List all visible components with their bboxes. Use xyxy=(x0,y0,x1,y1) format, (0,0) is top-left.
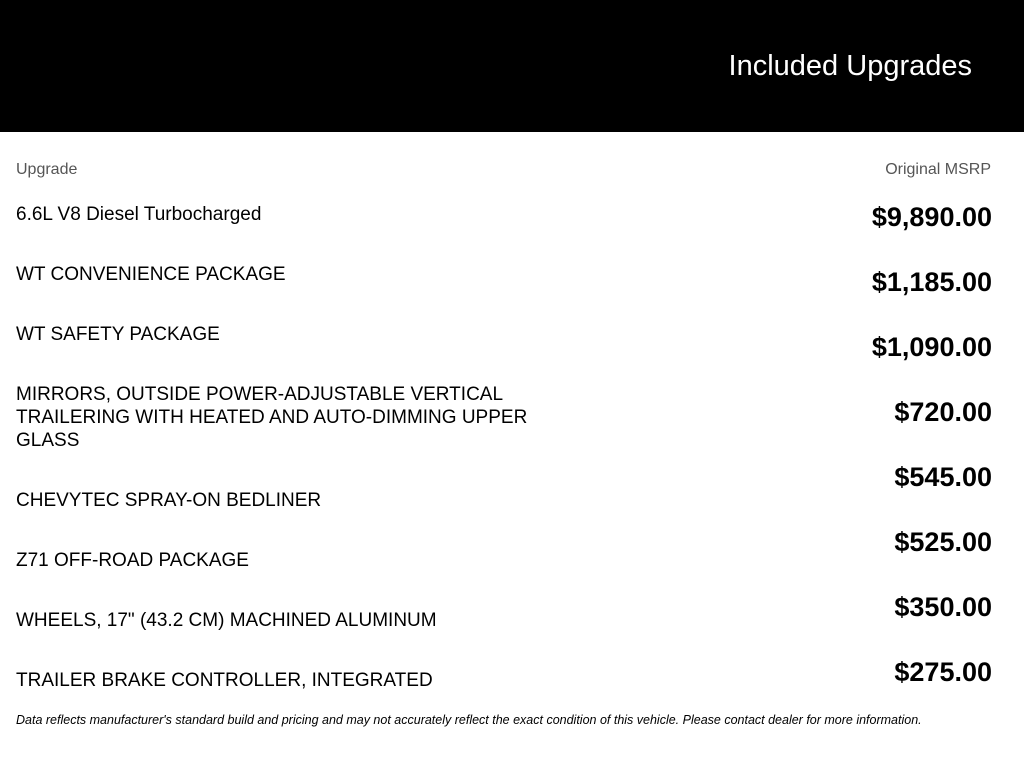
header-banner xyxy=(0,0,1024,132)
upgrade-name: 6.6L V8 Diesel Turbocharged xyxy=(16,204,262,225)
msrp-price-list xyxy=(872,200,992,689)
upgrade-price: $1,185.00 xyxy=(871,267,992,297)
disclaimer-text: Data reflects manufacturer's standard build and pricing and may not accurately reflect the exact condition of this vehicle. Please contact dealer for more information. xyxy=(16,713,922,727)
upgrade-name: CHEVYTEC SPRAY-ON BEDLINER xyxy=(16,490,322,511)
upgrade-price: $1,090.00 xyxy=(871,332,992,362)
upgrade-name: WHEELS, 17" (43.2 CM) MACHINED ALUMINUM xyxy=(16,610,437,631)
upgrade-name: Z71 OFF-ROAD PACKAGE xyxy=(16,550,249,571)
column-header-upgrade: Upgrade xyxy=(16,161,78,178)
upgrade-price: $350.00 xyxy=(894,592,992,622)
upgrade-name: TRAILER BRAKE CONTROLLER, INTEGRATED xyxy=(16,670,433,691)
upgrade-price: $275.00 xyxy=(894,657,992,687)
upgrade-price: $525.00 xyxy=(894,527,992,557)
column-header-msrp: Original MSRP xyxy=(885,161,991,178)
upgrade-name-list xyxy=(16,203,576,692)
upgrade-name: WT CONVENIENCE PACKAGE xyxy=(16,264,286,285)
upgrade-price: $720.00 xyxy=(894,397,992,427)
upgrade-price: $545.00 xyxy=(894,462,992,492)
upgrade-name: WT SAFETY PACKAGE xyxy=(16,324,220,345)
upgrade-name: MIRRORS, OUTSIDE POWER-ADJUSTABLE VERTICAL TRAILERING WITH HEATED AND AUTO-DIMMING UPPER GLASS xyxy=(16,384,528,451)
page-title: Included Upgrades xyxy=(728,50,972,82)
upgrade-price: $9,890.00 xyxy=(871,202,992,232)
